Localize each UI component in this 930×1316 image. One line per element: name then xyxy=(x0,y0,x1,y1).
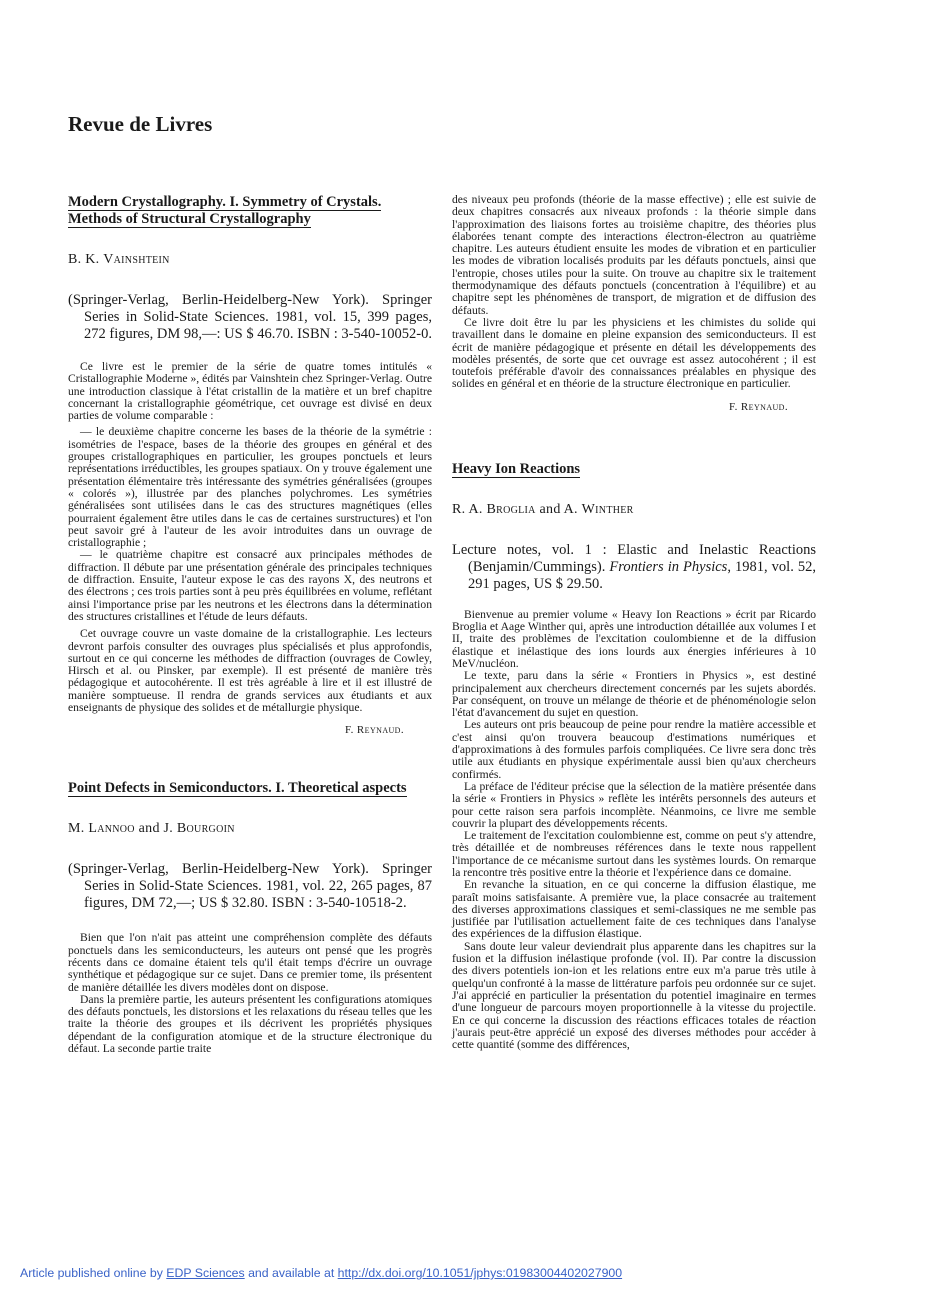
paragraph: des niveaux peu profonds (théorie de la masse effective) ; elle est suivie de deux chapitres consacrés aux niveaux profonds : la théorie simple dans l'approximation des liaisons fortes au troisième chapitre, des théories plus élaborées tenant compte des interactions électron-électron au quatrième chapitre. Les auteurs étudient ensuite les modes de vibration et en particulier les modes de vibration localisés produits par les défauts ponctuels, ainsi que l'entropie, choses utiles pour la suite. On trouve au chapitre six le traitement thermodynamique des défauts ponctuels (concentration à l'équilibre) et au chapitre sept les phénomènes de transport, de migration et de diffusion des défauts. xyxy=(452,193,816,317)
article-authors: B. K. Vainshtein xyxy=(68,252,170,267)
publisher-link[interactable]: EDP Sciences xyxy=(166,1266,245,1280)
publication-info: Lecture notes, vol. 1 : Elastic and Inelastic Reactions (Benjamin/Cummings). Frontiers in Physics, 1981, vol. 52, 291 pages, US $ 29.50. xyxy=(452,541,817,592)
article-title: Point Defects in Semiconductors. I. Theoretical aspects xyxy=(68,780,407,797)
paragraph: Le traitement de l'excitation coulombienne est, comme on peut s'y attendre, très détaillée et de nombreuses références dans le texte nous rappellent l'importance de ce mécanisme surtout dans les systèmes lourds. On remarque la rencontre très positive entre la théorie et l'expérience dans ce domaine. xyxy=(452,829,816,879)
right-column xyxy=(452,194,816,1051)
publication-info: (Springer-Verlag, Berlin-Heidelberg-New York). Springer Series in Solid-State Sciences. 1981, vol. 22, 265 pages, 87 figures, DM 72,—; US $ 32.80. ISBN : 3-540-10518-2. xyxy=(68,861,432,912)
article-body xyxy=(68,932,432,1055)
paragraph: Sans doute leur valeur deviendrait plus apparente dans les chapitres sur la fusion et la diffusion inélastique profonde (vol. II). Par contre la discussion des divers potentiels ion-ion et les relations entre eux m'a parue très utile à quelqu'un confronté à la masse de littérature parfois peu ordonnée sur ce sujet. J'ai apprécié en particulier la présentation du potentiel imaginaire en termes d'une longueur de parcours moyen proportionnelle à la vitesse du projectile. En ce qui concerne la discussion des réactions efficaces totales de réaction j'aurais peut-être apprécié un exposé des diverses méthodes pour accéder à cette quantité (somme des différences, xyxy=(452,939,816,1052)
signature: F. Reynaud. xyxy=(345,724,404,737)
paragraph: Le texte, paru dans la série « Frontiers in Physics », est destiné principalement aux chercheurs directement concernés par les sujets abordés. Par conséquent, on trouve un mélange de théorie et de phénoménologie selon l'état d'avancement du sujet en question. xyxy=(452,669,816,720)
left-column xyxy=(68,194,432,1055)
paragraph: Cet ouvrage couvre un vaste domaine de la cristallographie. Les lecteurs devront parfois consulter des ouvrages plus spécialisés et plus approfondis, surtout en ce qui concerne les méthodes de diffraction (ouvrages de Cowley, Hirsch et al. ou Pinsker, par exemple). Il est présenté de manière très pédagogique et autocohérente. Il est très agréable à lire et il est illustré de manière somptueuse. Il rendra de grands services aux étudiants et aux enseignants de physique des solides et de métallurgie physique. xyxy=(68,627,432,715)
paragraph: La préface de l'éditeur précise que la sélection de la matière présentée dans la série « Frontiers in Physics » reflète les intérêts personnels des auteurs et pour cette raison sera parfois incomplète. Néanmoins, ce livre me semble couvrir la plupart des développements récents. xyxy=(452,779,816,830)
paragraph: Ce livre doit être lu par les physiciens et les chimistes du solide qui travaillent dans le domaine en pleine expansion des semiconducteurs. Il est écrit de manière pédagogique et présente en détail les développements des modèles présentés, de sorte que cet ouvrage est assez autocohérent ; il est toutefois préférable d'avoir des connaissances préalables en physique des solides en général et en théorie de la structure électronique en particulier. xyxy=(452,315,816,391)
paragraph: Bien que l'on n'ait pas atteint une compréhension complète des défauts ponctuels dans les semiconducteurs, les auteurs ont pensé que les progrès récents dans ce domaine étaient tels qu'il était temps d'écrire un ouvrage synthétique et pédagogique sur ce sujet. Dans ce premier tome, ils présentent de manière détaillée les divers modèles dont on dispose. xyxy=(68,931,432,994)
footer: Article published online by EDP Sciences and available at http://dx.doi.org/10.1051/jphys:01983004402027900 xyxy=(20,1266,623,1280)
paragraph: En revanche la situation, en ce qui concerne la diffusion élastique, me paraît moins satisfaisante. A première vue, la place consacrée au traitement des diverses approximations classiques et semi-classiques ne me semble pas justifiée par l'utilisation actuellement faite de ces techniques dans l'analyse des expériences de la diffusion élastique. xyxy=(452,878,816,941)
article-title: Heavy Ion Reactions xyxy=(452,460,581,477)
article-body xyxy=(68,361,432,714)
paragraph: Dans la première partie, les auteurs présentent les configurations atomiques des défauts ponctuels, les distorsions et les relaxations du réseau telles que les traite la théorie des groupes et ils décrivent les propriétés physiques dépendant de la configuration atomique et de la structure électronique du défaut. La seconde partie traite xyxy=(68,992,432,1055)
signature: F. Reynaud. xyxy=(729,400,788,413)
article-authors: R. A. Broglia and A. Winther xyxy=(452,501,634,517)
paragraph: — le quatrième chapitre est consacré aux principales méthodes de diffraction. Il débute par une présentation générale des principales techniques de diffraction. Ensuite, l'auteur expose le cas des rayons X, des neutrons et des électrons ; ces trois parties sont à peu près équilibrées en volume, reflétant ainsi l'importance prise par les neutrons et les électrons dans la détermination des structures cristallines et l'étude de leurs défauts. xyxy=(68,548,432,623)
page-title: Revue de Livres xyxy=(68,112,213,136)
paragraph: Bienvenue au premier volume « Heavy Ion Reactions » écrit par Ricardo Broglia et Aage Winther qui, après une introduction détaillée aux volumes I et II, traite des problèmes de l'excitation coulombienne et de la diffusion élastique et inélastique des ions lourds aux énergies inférieures à 10 MeV/nucléon. xyxy=(452,607,816,670)
paragraph: Les auteurs ont pris beaucoup de peine pour rendre la matière accessible et c'est ainsi qu'on trouvera beaucoup d'estimations numériques et d'approximations à des formules parfois compliquées. Ce livre sera donc très utile aux étudiants en physique expérimentale aussi bien qu'aux chercheurs confirmés. xyxy=(452,718,816,781)
publication-info: (Springer-Verlag, Berlin-Heidelberg-New York). Springer Series in Solid-State Sciences. 1981, vol. 15, 399 pages, 272 figures, DM 98,—: US $ 46.70. ISBN : 3-540-10052-0. xyxy=(68,292,432,342)
article-authors: M. Lannoo and J. Bourgoin xyxy=(68,821,235,837)
doi-link[interactable]: http://dx.doi.org/10.1051/jphys:01983004402027900 xyxy=(337,1266,623,1280)
article-title: Modern Crystallography. I. Symmetry of Crystals. Methods of Structural Crystallography xyxy=(68,194,382,227)
article-body-continued xyxy=(452,194,816,391)
article-body xyxy=(452,609,816,1052)
paragraph: — le deuxième chapitre concerne les bases de la théorie de la symétrie : isométries de l'espace, bases de la théorie des groupes en général et des groupes cristallographiques en particulier, les groupes ponctuels et leurs représentations irréductibles, les groupes spatiaux. On y trouve également une présentation élémentaire très intéressante des symétries généralisées (groupes « colorés »), illustrée par des planches polychromes. Les symétries généralisées sont utilisées dans le cas des structures magnétiques (elles pourraient également être utiles dans le cas de certaines surstructures) et l'on peut savoir gré à l'auteur de les avoir introduites dans un ouvrage de cristallographie ; xyxy=(68,425,432,550)
paragraph: Ce livre est le premier de la série de quatre tomes intitulés « Cristallographie Moderne », édités par Vainshtein chez Springer-Verlag. Outre une introduction classique à l'état cristallin de la matière et un bref chapitre concernant la cristallographie géométrique, cet ouvrage est divisé en deux parties de volume comparable : xyxy=(68,360,432,423)
